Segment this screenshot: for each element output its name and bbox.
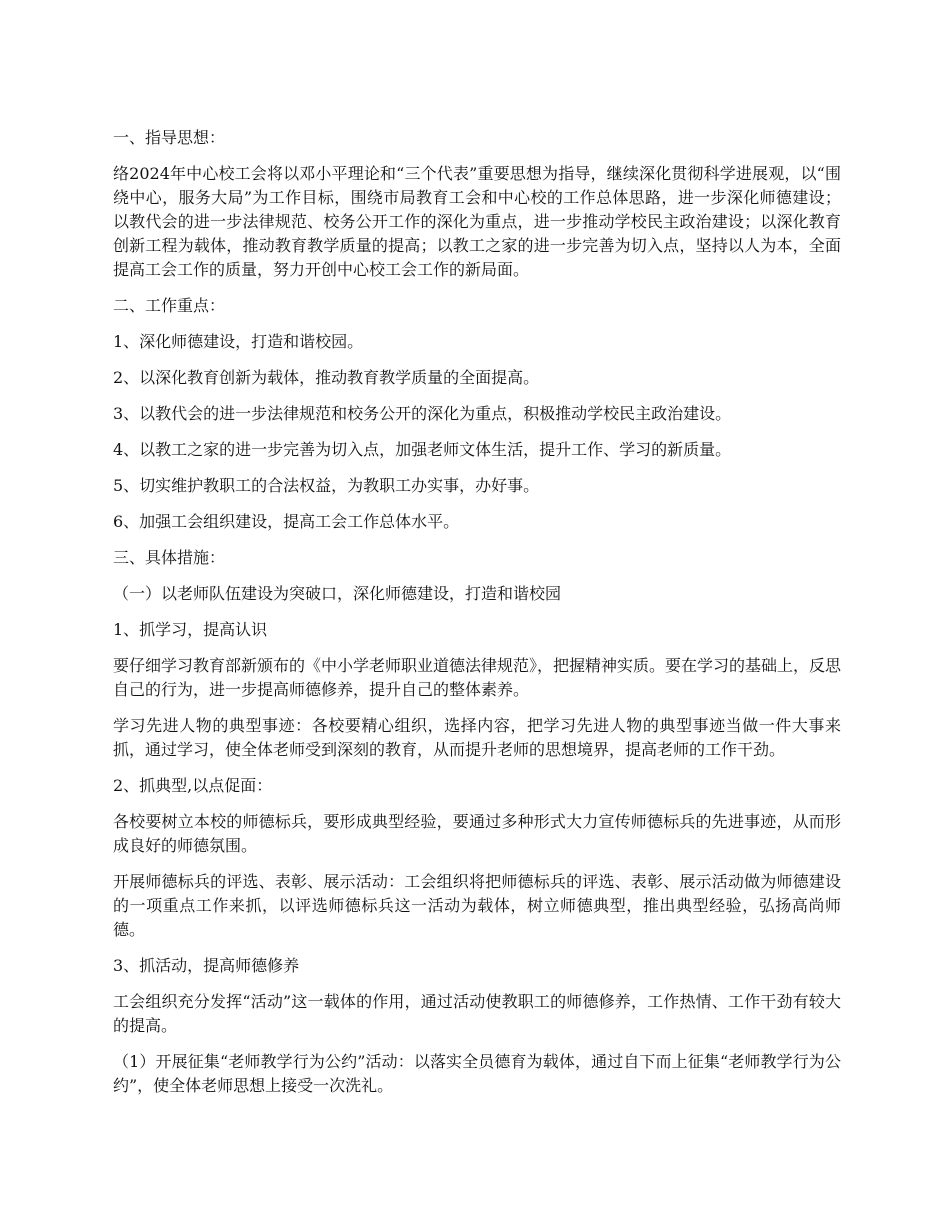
section-heading-specific-measures: 三、具体措施： (113, 548, 226, 567)
list-item: 6、加强工会组织建设，提高工会工作总体水平。 (113, 512, 460, 531)
body-paragraph: 工会组织充分发挥“活动”这一载体的作用，通过活动使教职工的师德修养，工作热情、工作干劲有较大的提高。 (113, 992, 841, 1035)
section-heading-work-focus: 二、工作重点： (113, 296, 226, 315)
list-item: 4、以教工之家的进一步完善为切入点，加强老师文体生活，提升工作、学习的新质量。 (113, 440, 732, 459)
body-paragraph: （1）开展征集“老师教学行为公约”活动：以落实全员德育为载体，通过自下而上征集“老师教学行为公约”，使全体老师思想上接受一次洗礼。 (113, 1052, 841, 1095)
body-paragraph: 开展师德标兵的评选、表彰、展示活动：工会组织将把师德标兵的评选、表彰、展示活动做为师德建设的一项重点工作来抓，以评选师德标兵这一活动为载体，树立师德典型，推出典型经验，弘扬高尚师德。 (113, 872, 841, 939)
section-heading-guiding-ideology: 一、指导思想： (113, 128, 226, 147)
list-item: 2、以深化教育创新为载体，推动教育教学质量的全面提高。 (113, 368, 540, 387)
body-paragraph: 络2024年中心校工会将以邓小平理论和“三个代表”重要思想为指导，继续深化贯彻科学进展观，以“围绕中心，服务大局”为工作目标，围绕市局教育工会和中心校的工作总体思路，进一步深化师德建设；以教代会的进一步法律规范、校务公开工作的深化为重点，进一步推动学校民主政治建设；以深化教育创新工程为载体，推动教育教学质量的提高；以教工之家的进一步完善为切入点，坚持以人为本，全面提高工会工作的质量，努力开创中心校工会工作的新局面。 (113, 164, 841, 279)
subsection-item-heading: 2、抓典型,以点促面： (113, 776, 273, 795)
list-item: 5、切实维护教职工的合法权益，为教职工办实事，办好事。 (113, 476, 540, 495)
list-item: 1、深化师德建设，打造和谐校园。 (113, 332, 364, 351)
body-paragraph: 学习先进人物的典型事迹：各校要精心组织，选择内容，把学习先进人物的典型事迹当做一件大事来抓，通过学习，使全体老师受到深刻的教育，从而提升老师的思想境界，提高老师的工作干劲。 (113, 716, 841, 759)
subsection-item-heading: 1、抓学习，提高认识 (113, 620, 268, 639)
document-page (113, 126, 841, 1110)
list-item: 3、以教代会的进一步法律规范和校务公开的深化为重点，积极推动学校民主政治建设。 (113, 404, 732, 423)
subsection-heading: （一）以老师队伍建设为突破口，深化师德建设，打造和谐校园 (113, 584, 562, 603)
body-paragraph: 各校要树立本校的师德标兵，要形成典型经验，要通过多种形式大力宣传师德标兵的先进事迹，从而形成良好的师德氛围。 (113, 812, 841, 855)
body-paragraph: 要仔细学习教育部新颁布的《中小学老师职业道德法律规范》，把握精神实质。要在学习的基础上，反思自己的行为，进一步提高师德修养，提升自己的整体素养。 (113, 656, 842, 699)
subsection-item-heading: 3、抓活动，提高师德修养 (113, 956, 300, 975)
